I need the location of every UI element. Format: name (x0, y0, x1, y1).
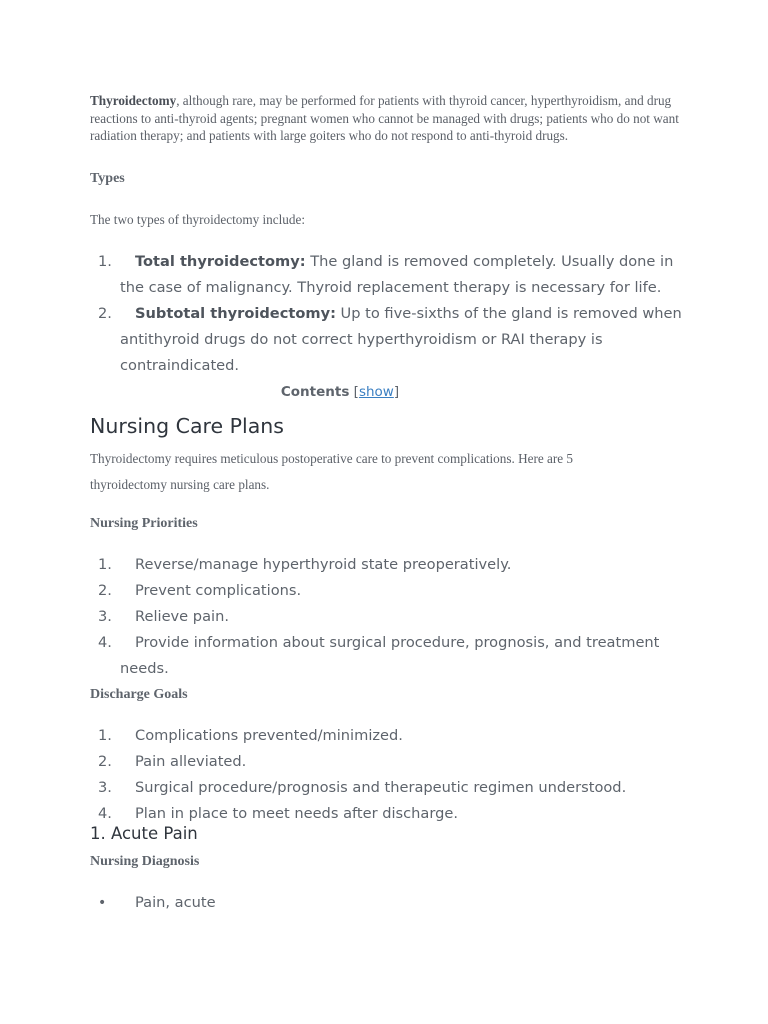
list-text: Reverse/manage hyperthyroid state preoperatively. (135, 556, 512, 573)
list-text: Pain, acute (135, 894, 216, 911)
contents-label: Contents (280, 384, 350, 400)
intro-text: , although rare, may be performed for patients with thyroid cancer, hyperthyroidism, and drug reactions to anti-thyroid agents; pregnant women who cannot be managed with drugs; patients who do not want radiation therapy; and patients with large goiters who do not respond to anti-thyroid drugs. (90, 93, 679, 143)
list-number: 2. (98, 753, 112, 770)
list-text: The gland is removed completely. Usually done in the case of malignancy. Thyroid replacement therapy is necessary for life. (120, 253, 674, 296)
bracket-close: ] (393, 384, 400, 400)
list-term: Subtotal thyroidectomy: (135, 305, 336, 322)
list-item (90, 775, 690, 801)
list-number: 4. (98, 805, 112, 822)
list-item (90, 249, 690, 301)
list-term: Total thyroidectomy: (135, 253, 306, 270)
types-list (90, 249, 690, 379)
list-number: 3. (98, 779, 112, 796)
discharge-list (90, 723, 690, 827)
list-item (90, 749, 690, 775)
list-number: 1. (98, 556, 112, 573)
bullet-icon: • (98, 895, 107, 911)
intro-paragraph (90, 92, 680, 145)
list-number: 1. (98, 727, 112, 744)
contents-toggle (90, 384, 590, 400)
care-plans-paragraph: Thyroidectomy requires meticulous postoperative care to prevent complications. Here are 5 thyroidectomy nursing care plans. (90, 451, 573, 492)
types-heading: Types (90, 171, 125, 186)
bracket-open: [ (353, 384, 359, 400)
list-text: Prevent complications. (135, 582, 302, 599)
list-item (90, 301, 690, 379)
list-number: 3. (98, 608, 112, 625)
types-lead: The two types of thyroidectomy include: (90, 212, 305, 227)
list-text: Plan in place to meet needs after discharge. (135, 805, 458, 822)
list-number: 4. (98, 634, 112, 651)
list-number: 2. (98, 582, 112, 599)
list-number: 2. (98, 305, 112, 322)
list-item (90, 723, 690, 749)
list-text: Complications prevented/minimized. (135, 727, 403, 744)
show-contents-link[interactable]: show (358, 384, 394, 400)
list-text: Pain alleviated. (135, 753, 247, 770)
section-heading-acute-pain: 1. Acute Pain (90, 824, 198, 843)
list-item (90, 604, 690, 630)
list-text: Provide information about surgical procedure, prognosis, and treatment needs. (120, 634, 660, 677)
list-text: Surgical procedure/prognosis and therapeutic regimen understood. (135, 779, 627, 796)
list-number: 1. (98, 253, 112, 270)
list-item (90, 630, 690, 682)
list-item (90, 578, 690, 604)
priorities-heading: Nursing Priorities (90, 516, 198, 531)
list-item (90, 552, 690, 578)
nursing-diagnosis-heading: Nursing Diagnosis (90, 854, 200, 869)
list-item (90, 890, 690, 916)
discharge-heading: Discharge Goals (90, 687, 188, 702)
section-heading-care-plans: Nursing Care Plans (90, 414, 284, 438)
priorities-list (90, 552, 690, 682)
intro-term: Thyroidectomy (90, 93, 177, 108)
diagnosis-list (90, 890, 690, 916)
list-text: Up to five-sixths of the gland is removed when antithyroid drugs do not correct hyperthyroidism or RAI therapy is contraindicated. (120, 305, 682, 374)
list-text: Relieve pain. (135, 608, 229, 625)
